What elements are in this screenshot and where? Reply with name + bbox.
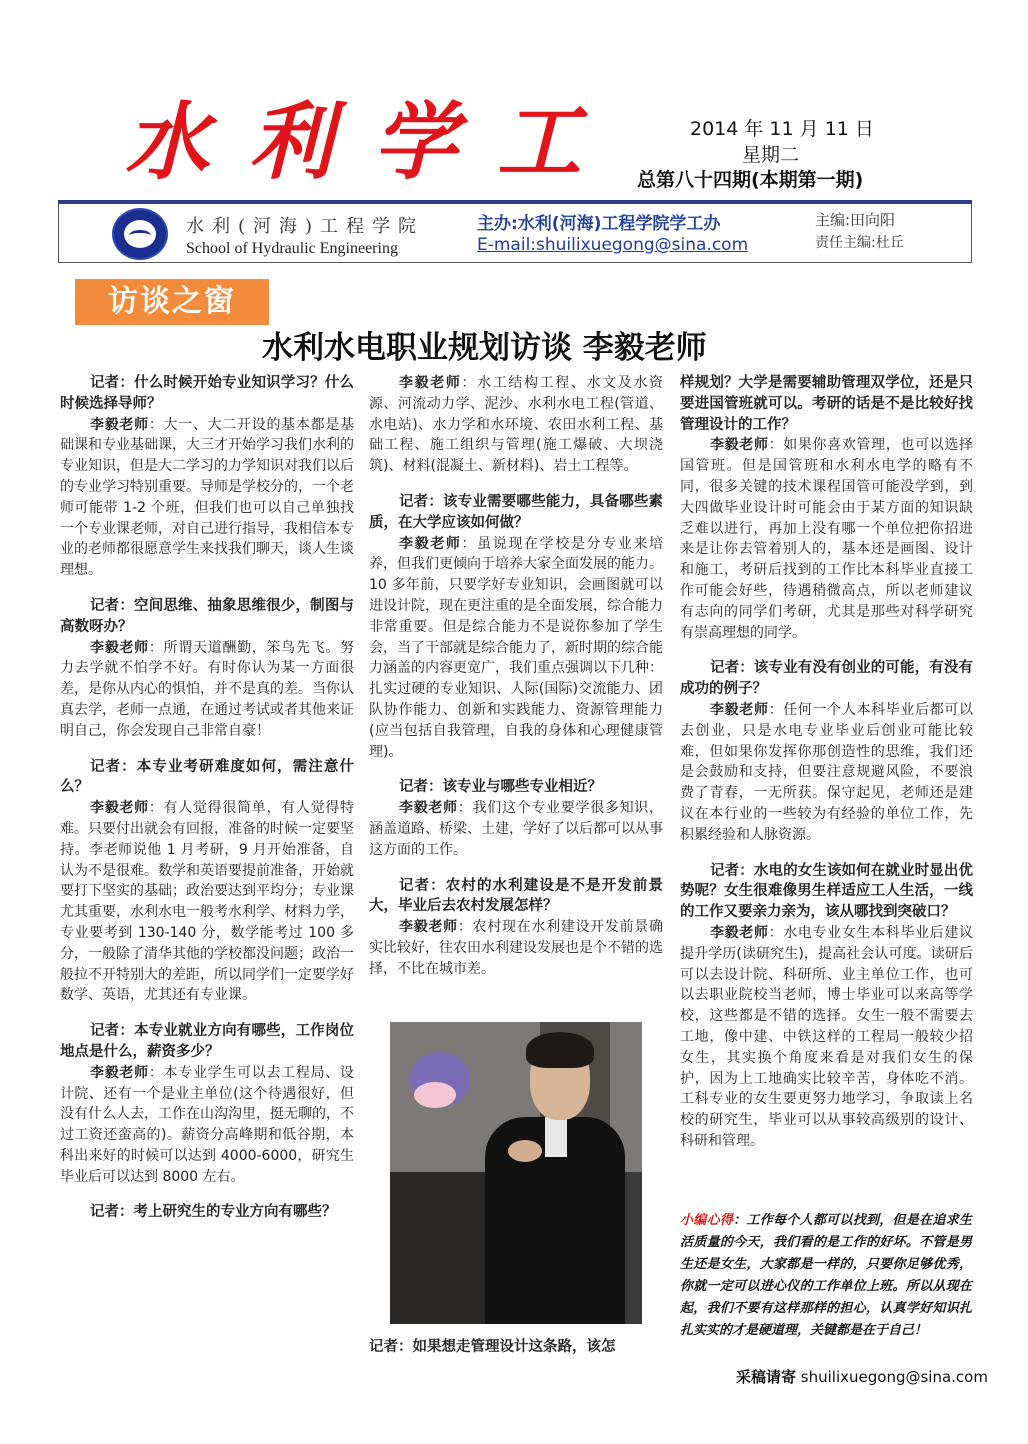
answer: 李毅老师：如果你喜欢管理，也可以选择国管班。但是国管班和水利水电学的略有不同，很多关键的技术课程国管可能没学到，到大四做毕业设计时可能会由于某方面的知识缺乏难以进行，再加上没有哪一个单位把你招进来是让你去管着别人的，基本还是画图、设计和施工，考研后找到的工作比本科毕业直接工作可能会好些，待遇稍微高点，所以老师建议有志向的同学们考研，尤其是那些对科学研究有崇高理想的同学。 — [680, 437, 974, 641]
article-headline: 水利水电职业规划访谈 李毅老师 — [262, 330, 707, 366]
answer: 李毅老师：农村现在水利建设开发前景确实比较好，往农田水利建设发展也是个不错的选择，不比在城市差。 — [369, 919, 664, 977]
school-name-en: School of Hydraulic Engineering — [186, 240, 398, 257]
host-line: 主办:水利(河海)工程学院学工办 — [477, 214, 721, 234]
answer: 李毅老师：所谓天道酬勤，笨鸟先飞。努力去学就不怕学不好。有时你认为某一方面很差，是你从内心的惧怕，并不是真的差。当你认真去学，老师一点通，在通过考试或者其他来证明自己，你会发现自己非常自豪！ — [60, 639, 355, 739]
answer: 李毅老师：有人觉得很简单，有人觉得特难。只要付出就会有回报，准备的时候一定要坚持。李老师说他 1 月考研，9 月开始准备，自认为不是很难。数学和英语要提前准备，开始就要打下坚实的基础；政治要达到平均分；专业课尤其重要，水利水电一般考水利学、材料力学，专业要考到 130-140 分，数学能考过 100 多分，一般除了清华其他的学校都没问题；政治一般拉不开特别大的差距，所以同学们一定要学好数学、英语，尤其还有专业课。 — [60, 800, 355, 1004]
issue-weekday: 星期二 — [742, 144, 800, 166]
answer: 李毅老师：水工结构工程、水文及水资源、河流动力学、泥沙、水利水电工程(管道、水电站)、水力学和水环境、农田水利工程、基础工程、施工组织与管理(施工爆破、大坝浇筑)、材料(混凝土、新材料)、岩土工程等。 — [369, 375, 663, 475]
article-column-1 — [60, 373, 354, 1238]
answer: 李毅老师：我们这个专业要学很多知识，涵盖道路、桥梁、土建，学好了以后都可以从事这方面的工作。 — [369, 800, 664, 858]
question: 记者：水电的女生该如何在就业时显出优势呢？女生很难像男生样适应工人生活，一线的工作又要亲力亲为，该从哪找到突破口？ — [680, 861, 973, 921]
contact-email-link[interactable]: E-mail:shuilixuegong@sina.com — [477, 235, 749, 255]
banner-top-rule — [58, 200, 972, 204]
answer: 李毅老师：虽说现在学校是分专业来培养，但我们更倾向于培养大家全面发展的能力。10 多年前，只要学好专业知识，会画图就可以进设计院，现在更注重的是全面发展，综合能力非常重要。但是综合能力不是说你参加了学生会，当了干部就是综合能力了，新时期的综合能力涵盖的内容更宽广，我们重点强调以下几种：扎实过硬的专业知识、人际(国际)交流能力、团队协作能力、创新和实践能力、资源管理能力(应当包括自我管理，自我的身体和心理健康管理)。 — [369, 535, 663, 760]
question: 记者：本专业就业方向有哪些，工作岗位地点是什么，薪资多少？ — [60, 1022, 354, 1060]
answer: 李毅老师：本专业学生可以去工程局、设计院、还有一个是业主单位(这个待遇很好，但没有什么人去，工作在山沟沟里，挺无聊的，不过工资还蛮高的)。薪资分高峰期和低谷期，本科出来好的时候可以达到 4000-6000，研究生毕业后可以达到 8000 左右。 — [60, 1064, 355, 1185]
question: 记者：该专业与哪些专业相近？ — [399, 778, 602, 796]
school-name-cn: 水利(河海)工程学院 — [186, 216, 425, 237]
newspaper-title: 水利学工 — [125, 92, 622, 191]
question: 记者：空间思维、抽象思维很少，制图与高数呀办？ — [60, 596, 354, 635]
section-tag: 访谈之窗 — [75, 279, 269, 325]
question: 记者：本专业考研难度如何，需注意什么？ — [60, 757, 354, 796]
editor-note-text: ：工作每个人都可以找到，但是在追求生活质量的今天，我们看的是工作的好坏。不管是男生还是女生，大家都是一样的，只要你足够优秀，你就一定可以进心仪的工作单位上班。所以从现在起，我们不要有这样那样的担心，认真学好知识扎扎实实的才是硬道理，关键都是在于自己！ — [680, 1213, 972, 1338]
article-column-3 — [680, 373, 973, 1167]
submission-label: 采稿请寄 — [736, 1368, 797, 1386]
responsible-editor: 责任主编:杜丘 — [815, 235, 904, 251]
answer: 李毅老师：大一、大二开设的基本都是基础课和专业基础课，大三才开始学习我们水利的专业知识，但是大二学习的力学知识对我们以后的专业学习特别重要。导师是学校分的，一个老师可能带 1-2 个班，但我们也可以自己单独找一个专业课老师，对自己进行指导，我相信本专业的老师都很愿意学生来找我们聊天，谈人生谈理想。 — [60, 416, 355, 579]
question: 记者：考上研究生的专业方向有哪些？ — [90, 1203, 337, 1221]
editor-in-chief: 主编:田向阳 — [815, 211, 896, 229]
question: 样规划？大学是需要辅助管理双学位，还是只要进国管班就可以。考研的话是不是比较好找管理设计的工作？ — [680, 374, 973, 433]
question: 记者：该专业需要哪些能力，具备哪些素质，在大学应该如何做？ — [369, 492, 663, 531]
submission-email-link[interactable]: shuilixuegong@sina.com — [800, 1368, 988, 1386]
question: 记者：该专业有没有创业的可能，有没有成功的例子？ — [680, 659, 973, 698]
editor-note-label: 小编心得 — [680, 1213, 734, 1228]
issue-date: 2014 年 11 月 11 日 — [690, 118, 874, 140]
question: 记者：农村的水利建设是不是开发前景大，毕业后去农村发展怎样？ — [369, 876, 663, 915]
question-continued: 记者：如果想走管理设计这条路，该怎 — [369, 1338, 616, 1355]
article-column-2 — [369, 373, 663, 995]
issue-number: 总第八十四期(本期第一期) — [637, 169, 864, 191]
editor-note — [680, 1210, 972, 1342]
submission-line — [736, 1366, 988, 1387]
question: 记者：什么时候开始专业知识学习？什么时候选择导师？ — [60, 374, 354, 412]
university-logo-icon — [112, 208, 168, 260]
answer: 李毅老师：水电专业女生本科毕业后建议提升学历(读研究生)，提高社会认可度。读研后可以去设计院、科研所、业主单位工作，也可以去职业院校当老师，博士毕业可以来高等学校，这些都是不错的选择。女生一般不需要去工地，像中建、中铁这样的工程局一般较少招女生，其实换个角度来看是对我们女生的保护，因为上工地确实比较辛苦，身体吃不消。工科专业的女生要更努力地学习，争取读上名校的研究生，毕业可以从事较高级别的设计、科研和管理。 — [680, 924, 974, 1149]
teacher-photo — [390, 1022, 642, 1324]
answer: 李毅老师：任何一个人本科毕业后都可以去创业，只是水电专业毕业后创业可能比较难，但如果你发挥你那创造性的思维，我们还是会鼓励和支持，但要注意规避风险，不要浪费了青春，一无所获。保守起见，老师还是建议在本行业的一些较为有经验的单位工作，先积累经验和人脉资源。 — [680, 701, 974, 843]
